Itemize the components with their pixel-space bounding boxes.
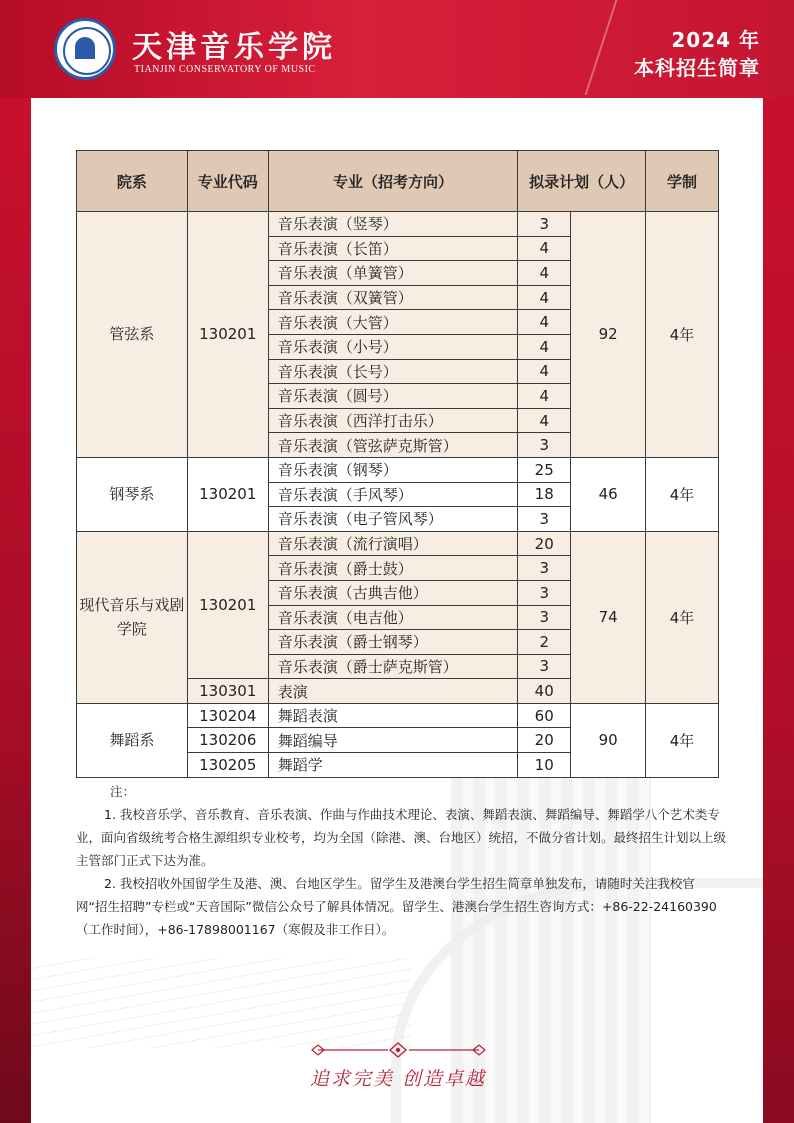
count-cell: 60 xyxy=(518,703,571,728)
note-2: 2. 我校招收外国留学生及港、澳、台地区学生。留学生及港澳台学生招生简章单独发布，请随时关注我校官网“招生招聘”专栏或“天音国际”微信公众号了解具体情况。留学生、港澳台学生招生咨询方式：+86-22-24160390（工作时间），+86-17898001167（寒假及非工作日）。 xyxy=(76,876,717,937)
table-row xyxy=(77,212,719,237)
header-duration: 学制 xyxy=(646,151,719,212)
major-cell: 音乐表演（长笛） xyxy=(268,236,518,261)
count-cell: 40 xyxy=(518,679,571,704)
count-cell: 3 xyxy=(518,605,571,630)
school-name-cn: 天津音乐学院 xyxy=(132,30,336,65)
header-plan: 拟录计划（人） xyxy=(518,151,646,212)
count-cell: 4 xyxy=(518,261,571,286)
year-title: 2024 年 xyxy=(671,28,760,52)
code-cell: 130205 xyxy=(187,753,268,778)
code-cell: 130301 xyxy=(187,679,268,704)
table-header-row xyxy=(77,151,719,212)
dept-cell: 舞蹈系 xyxy=(77,703,188,777)
major-cell: 音乐表演（电子管风琴） xyxy=(268,507,518,532)
plan-total-cell: 90 xyxy=(571,703,646,777)
major-cell: 音乐表演（爵士钢琴） xyxy=(268,630,518,655)
plan-total-cell: 92 xyxy=(571,212,646,458)
code-cell: 130206 xyxy=(187,728,268,753)
duration-cell: 4年 xyxy=(646,703,719,777)
code-cell: 130201 xyxy=(187,457,268,531)
count-cell: 25 xyxy=(518,457,571,482)
emblem-building xyxy=(75,37,95,59)
major-cell: 音乐表演（电吉他） xyxy=(268,605,518,630)
major-cell: 音乐表演（钢琴） xyxy=(268,457,518,482)
count-cell: 3 xyxy=(518,580,571,605)
notes-label: 注： xyxy=(110,784,136,799)
right-border xyxy=(763,98,794,1123)
duration-cell: 4年 xyxy=(646,457,719,531)
major-cell: 音乐表演（西洋打击乐） xyxy=(268,408,518,433)
major-cell: 舞蹈学 xyxy=(268,753,518,778)
count-cell: 4 xyxy=(518,384,571,409)
major-cell: 舞蹈表演 xyxy=(268,703,518,728)
duration-cell: 4年 xyxy=(646,212,719,458)
slogan: 追求完美 创造卓越 xyxy=(309,1068,487,1090)
dept-cell: 管弦系 xyxy=(77,212,188,458)
count-cell: 3 xyxy=(518,212,571,237)
background-music-lines xyxy=(31,958,411,1048)
count-cell: 10 xyxy=(518,753,571,778)
major-cell: 舞蹈编导 xyxy=(268,728,518,753)
code-cell: 130201 xyxy=(187,531,268,679)
count-cell: 3 xyxy=(518,654,571,679)
notes-section xyxy=(76,780,726,941)
table-row xyxy=(77,531,719,556)
brochure-title: 本科招生简章 xyxy=(634,56,760,80)
count-cell: 20 xyxy=(518,531,571,556)
code-cell: 130201 xyxy=(187,212,268,458)
count-cell: 4 xyxy=(518,285,571,310)
school-name-en: TIANJIN CONSERVATORY OF MUSIC xyxy=(134,64,316,75)
table-row xyxy=(77,457,719,482)
count-cell: 3 xyxy=(518,507,571,532)
major-cell: 音乐表演（爵士鼓） xyxy=(268,556,518,581)
dept-cell: 钢琴系 xyxy=(77,457,188,531)
school-emblem-icon xyxy=(54,18,116,80)
count-cell: 4 xyxy=(518,310,571,335)
major-cell: 音乐表演（大管） xyxy=(268,310,518,335)
plan-total-cell: 74 xyxy=(571,531,646,703)
header-dept: 院系 xyxy=(77,151,188,212)
major-cell: 音乐表演（圆号） xyxy=(268,384,518,409)
count-cell: 20 xyxy=(518,728,571,753)
header-code: 专业代码 xyxy=(187,151,268,212)
ornament-divider-icon xyxy=(306,1040,491,1060)
note-1: 1. 我校音乐学、音乐教育、音乐表演、作曲与作曲技术理论、表演、舞蹈表演、舞蹈编导、舞蹈学八个艺术类专业，面向省级统考合格生源组织专业校考，均为全国（除港、澳、台地区）统招，不做分省计划。最终招生计划以上级主管部门正式下达为准。 xyxy=(76,807,727,868)
count-cell: 3 xyxy=(518,556,571,581)
count-cell: 4 xyxy=(518,408,571,433)
count-cell: 4 xyxy=(518,334,571,359)
header-major: 专业（招考方向） xyxy=(268,151,518,212)
count-cell: 4 xyxy=(518,236,571,261)
left-border xyxy=(0,98,31,1123)
major-cell: 音乐表演（长号） xyxy=(268,359,518,384)
duration-cell: 4年 xyxy=(646,531,719,703)
count-cell: 4 xyxy=(518,359,571,384)
major-cell: 音乐表演（单簧管） xyxy=(268,261,518,286)
major-cell: 音乐表演（手风琴） xyxy=(268,482,518,507)
page-body xyxy=(31,98,763,1123)
major-cell: 音乐表演（古典吉他） xyxy=(268,580,518,605)
enrollment-plan-table xyxy=(76,150,719,778)
major-cell: 音乐表演（双簧管） xyxy=(268,285,518,310)
table-row xyxy=(77,703,719,728)
count-cell: 3 xyxy=(518,433,571,458)
plan-total-cell: 46 xyxy=(571,457,646,531)
major-cell: 音乐表演（流行演唱） xyxy=(268,531,518,556)
major-cell: 音乐表演（竖琴） xyxy=(268,212,518,237)
count-cell: 2 xyxy=(518,630,571,655)
major-cell: 音乐表演（管弦萨克斯管） xyxy=(268,433,518,458)
major-cell: 表演 xyxy=(268,679,518,704)
major-cell: 音乐表演（爵士萨克斯管） xyxy=(268,654,518,679)
code-cell: 130204 xyxy=(187,703,268,728)
count-cell: 18 xyxy=(518,482,571,507)
major-cell: 音乐表演（小号） xyxy=(268,334,518,359)
dept-cell: 现代音乐与戏剧学院 xyxy=(77,531,188,703)
